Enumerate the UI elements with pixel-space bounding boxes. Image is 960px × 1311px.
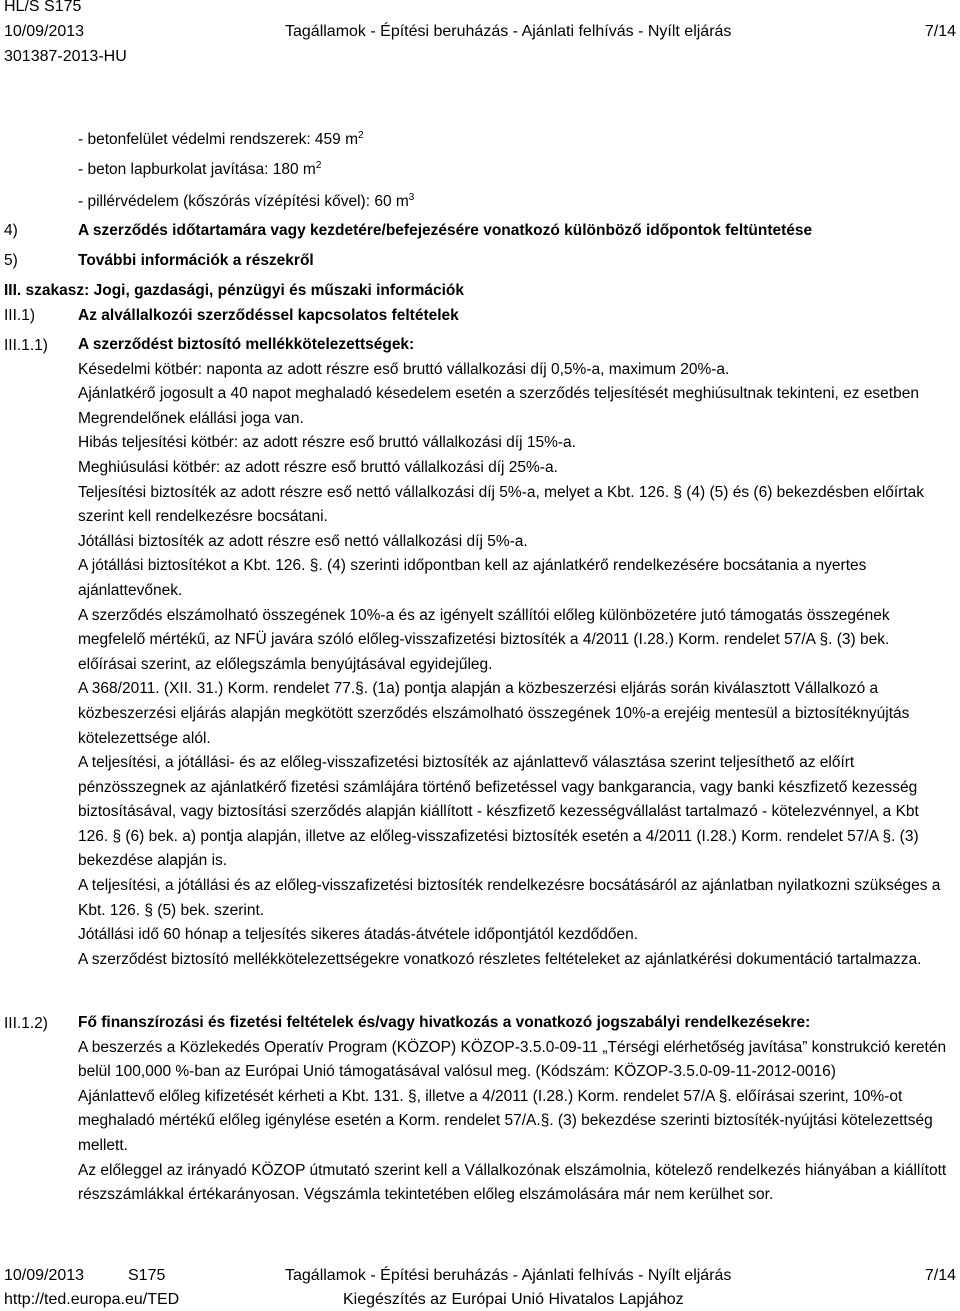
paragraph: Ajánlattevő előleg kifizetését kérheti a Kbt. 131. §, illetve a 4/2011 (I.28.) Korm. rendelet 57/A §. előírásai szerint, 10%-ot meghaladó mértékű előleg igénylése esetén a Korm. rendelet 57/A.§. (3) bekezdése szerinti biztosíték-nyújtási kötelezettség mellett. <box>78 1087 933 1154</box>
footer-title: Tagállamok - Építési beruházás - Ajánlati felhívás - Nyílt eljárás <box>285 1267 732 1284</box>
paragraph: A szerződés elszámolható összegének 10%-a és az igényelt szállítói előleg különbözetére jutó támogatás összegének megfelelő mértékű, az NFÜ javára szóló előleg-visszafizetési biztosíték a 4/2011 (I.28.) Korm. rendelet 57/A §. (3) bek. előírásai szerint, az előlegszámla benyújtásával egyidejűleg. <box>78 606 890 673</box>
section-3-1-1-number: III.1.1) <box>4 337 48 354</box>
section-3-1-title: Az alvállalkozói szerződéssel kapcsolatos feltételek <box>78 307 459 324</box>
paragraph: A teljesítési, a jótállási- és az előleg-visszafizetési biztosíték az ajánlattevő választása szerint teljesíthető az előírt pénzösszegnek az ajánlatkérő fizetési számlájára történő befizetéssel vagy bankgarancia, vagy banki készfizető kezesség biztosításával, vagy biztosítási szerződés alapján kiállított - készfizető kezességvállalást tartalmazó - kötelezvénnyel, a Kbt 126. § (6) bek. a) pontja alapján, illetve az előleg-visszafizetési biztosíték esetén a 4/2011 (I.28.) Korm. rendelet 57/A §. (3) bekezdése alapján is. <box>78 754 919 870</box>
section-5-number: 5) <box>4 252 18 269</box>
list-item: - beton lapburkolat javítása: 180 $m^2$ <box>78 159 322 178</box>
header-ref: 301387-2013-HU <box>4 48 127 65</box>
paragraph: Ajánlatkérő jogosult a 40 napot meghaladó késedelem esetén a szerződés teljesítését meghiúsultnak tekinteni, ez esetben Megrendelőnek elállási joga van. <box>78 385 919 427</box>
footer-url[interactable]: http://ted.europa.eu/TED <box>4 1291 180 1308</box>
section-4-number: 4) <box>4 222 18 239</box>
doc-code: HL/S S175 <box>4 0 82 15</box>
paragraph: A jótállási biztosítékot a Kbt. 126. §. (4) szerinti időpontban kell az ajánlatkérő rendelkezésére bocsátania a nyertes ajánlattevőnek. <box>78 557 867 599</box>
paragraph: A 368/2011. (XII. 31.) Korm. rendelet 77.§. (1a) pontja alapján a közbeszerzési eljárás során kiválasztott Vállalkozó a közbeszerzési eljárás alapján megkötött szerződés elszámolható összegének 10%-a erejéig mentesül a biztosítéknyújtás kötelezettsége alól. <box>78 680 910 747</box>
section-5-title: További információk a részekről <box>78 252 314 269</box>
paragraph: Meghiúsulási kötbér: az adott részre eső bruttó vállalkozási díj 25%-a. <box>78 458 558 476</box>
section-3-1-2-number: III.1.2) <box>4 1015 48 1032</box>
footer-subtitle: Kiegészítés az Európai Unió Hivatalos Lapjához <box>343 1291 684 1308</box>
header-date: 10/09/2013 <box>4 23 85 40</box>
footer-code: S175 <box>128 1267 166 1284</box>
paragraph: Jótállási biztosíték az adott részre eső nettó vállalkozási díj 5%-a. <box>78 532 528 550</box>
footer-page: 7/14 <box>924 1267 956 1284</box>
section-3-1-2-body <box>78 1011 952 1208</box>
paragraph: Késedelmi kötbér: naponta az adott részre eső bruttó vállalkozási díj 0,5%-a, maximum 20%-a. <box>78 360 730 378</box>
section-3-title: III. szakasz: Jogi, gazdasági, pénzügyi és műszaki információk <box>4 282 464 299</box>
paragraph: Teljesítési biztosíték az adott részre eső nettó vállalkozási díj 5%-a, melyet a Kbt. 126. § (4) (5) és (6) bekezdésben előírtak szerint kell rendelkezésre bocsátani. <box>78 483 925 526</box>
paragraph: Az előleggel az irányadó KÖZOP útmutató szerint kell a Vállalkozónak elszámolnia, kötelező rendelkezés hiányában a kiállított részszámlákkal értékarányosan. Végszámla tekintetében előleg elszámolására már nem kerülhet sor. <box>78 1161 947 1204</box>
list-item: - betonfelület védelmi rendszerek: 459 $m^2$ <box>78 129 364 148</box>
paragraph: A beszerzés a Közlekedés Operatív Program (KÖZOP) KÖZOP-3.5.0-09-11 „Térségi elérhetőség javítása” konstrukció keretén belül 100,000 %-ban az Európai Unió támogatásával valósul meg. (Kódszám: KÖZOP-3.5.0-09-11-2012-0016) <box>78 1038 947 1081</box>
section-4-title: A szerződés időtartamára vagy kezdetére/befejezésére vonatkozó különböző időpontok feltüntetése <box>78 222 813 239</box>
paragraph: A teljesítési, a jótállási és az előleg-visszafizetési biztosíték rendelkezésre bocsátásáról az ajánlatban nyilatkozni szükséges a Kbt. 126. § (5) bek. szerint. <box>78 877 941 919</box>
paragraph: Hibás teljesítési kötbér: az adott részre eső bruttó vállalkozási díj 15%-a. <box>78 434 576 452</box>
footer-date: 10/09/2013 <box>4 1267 85 1284</box>
paragraph: A szerződést biztosító mellékkötelezettségekre vonatkozó részletes feltételeket az ajánlatkérési dokumentáció tartalmazza. <box>78 950 922 968</box>
section-3-1-1-body <box>78 333 952 972</box>
header-title: Tagállamok - Építési beruházás - Ajánlati felhívás - Nyílt eljárás <box>285 23 732 40</box>
section-3-1-number: III.1) <box>4 307 36 324</box>
section-3-1-2-title: Fő finanszírozási és fizetési feltételek és/vagy hivatkozás a vonatkozó jogszabályi rendelkezésekre: <box>78 1014 811 1031</box>
header-page: 7/14 <box>924 23 956 40</box>
paragraph: Jótállási idő 60 hónap a teljesítés sikeres átadás-átvétele időpontjától kezdődően. <box>78 926 639 944</box>
list-item: - pillérvédelem (kőszórás vízépítési kővel): 60 $m^3$ <box>78 191 415 210</box>
section-3-1-1-title: A szerződést biztosító mellékkötelezettségek: <box>78 336 415 353</box>
